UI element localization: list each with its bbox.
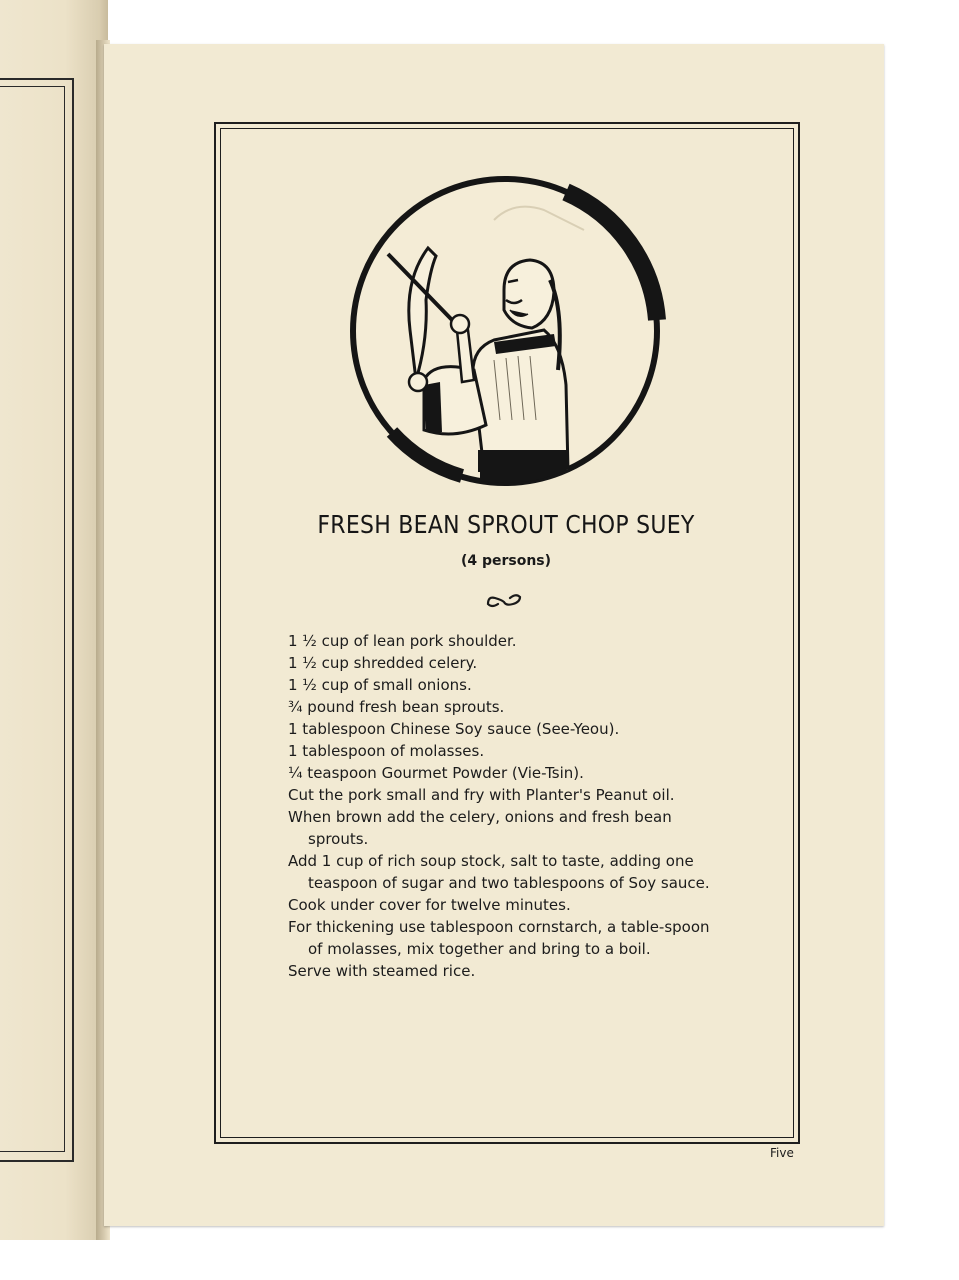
previous-page — [0, 0, 108, 1240]
recipe-line: 1 tablespoon Chinese Soy sauce (See-Yeou). — [288, 720, 620, 738]
recipe-line: When brown add the celery, onions and fresh bean sprouts. — [288, 808, 672, 848]
recipe-line: 1 tablespoon of molasses. — [288, 742, 485, 760]
previous-page-inner-border — [0, 86, 65, 1152]
recipe-line: 1 ½ cup of lean pork shoulder. — [288, 632, 517, 650]
recipe-line: For thickening use tablespoon cornstarch, a table-spoon of molasses, mix together and bring to a boil. — [288, 918, 710, 958]
ornament-flourish-icon — [482, 590, 526, 612]
recipe-page — [104, 44, 884, 1226]
recipe-line: 1 ½ cup shredded celery. — [288, 654, 478, 672]
page-number: Five — [770, 1146, 794, 1160]
recipe-line: ¾ pound fresh bean sprouts. — [288, 698, 505, 716]
recipe-body — [288, 630, 726, 982]
recipe-line: Cut the pork small and fry with Planter's Peanut oil. — [288, 786, 675, 804]
recipe-servings: (4 persons) — [460, 553, 552, 569]
recipe-line: Cook under cover for twelve minutes. — [288, 896, 571, 914]
recipe-line: ¼ teaspoon Gourmet Powder (Vie-Tsin). — [288, 764, 584, 782]
recipe-line: Serve with steamed rice. — [288, 962, 476, 980]
recipe-line: 1 ½ cup of small onions. — [288, 676, 472, 694]
recipe-line: Add 1 cup of rich soup stock, salt to taste, adding one teaspoon of sugar and two tablespoons of Soy sauce. — [288, 852, 710, 892]
recipe-title: FRESH BEAN SPROUT CHOP SUEY — [317, 510, 695, 539]
chef-with-cleaver-icon — [344, 170, 666, 492]
